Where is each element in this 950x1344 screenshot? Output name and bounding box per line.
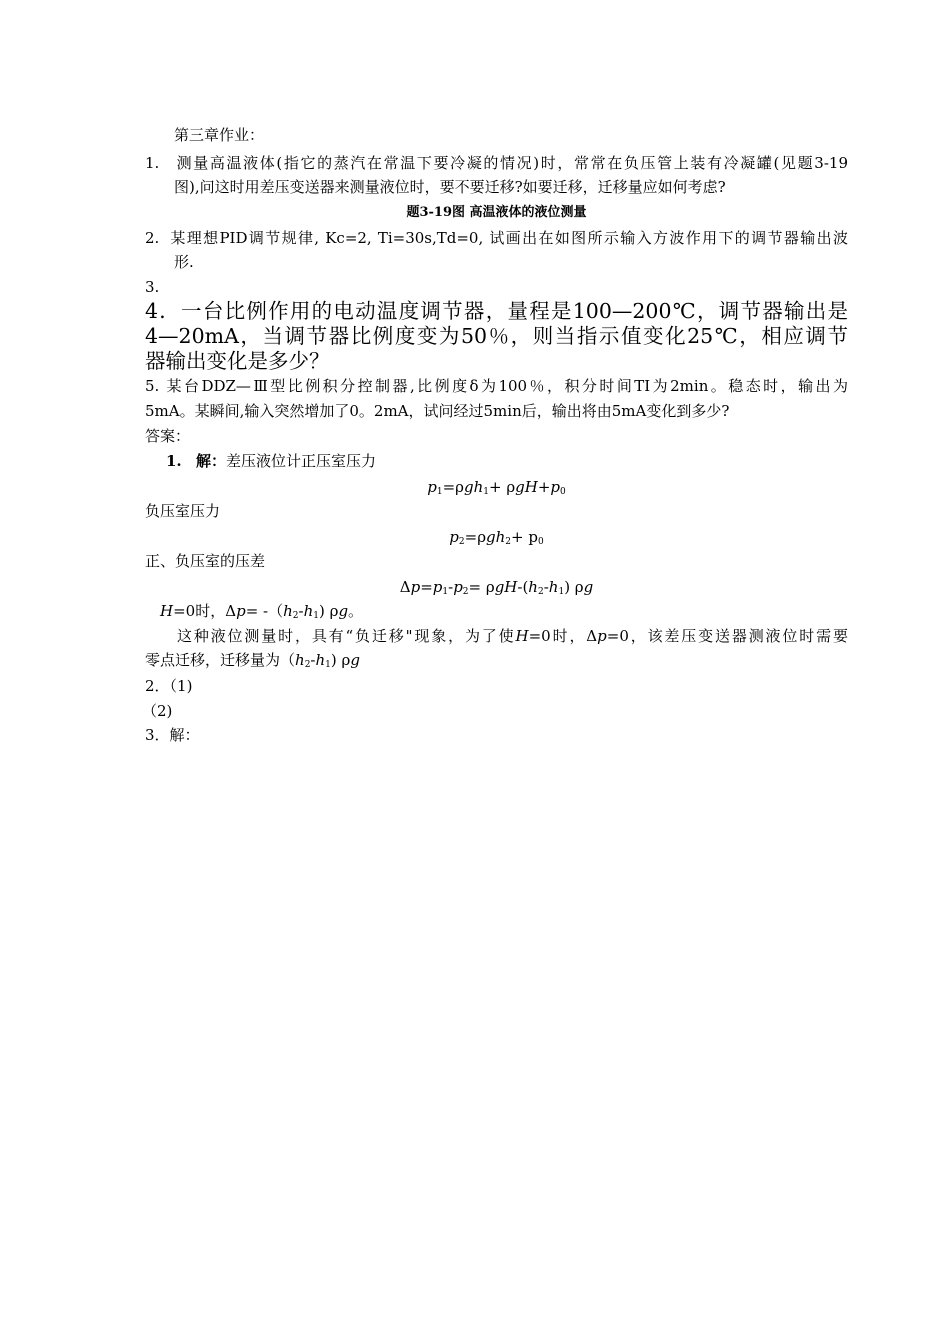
explanation-text-a: 这种液位测量时，具有“负迁移"现象，为了使 <box>177 627 516 645</box>
explanation-text-d: 零点迁移，迁移量为（ <box>145 651 296 669</box>
answer-3: 3．解： <box>145 726 200 744</box>
question-2-number: 2. <box>145 229 160 247</box>
question-2-line-1 <box>145 228 848 248</box>
answer-2-part-2: （2) <box>142 702 173 720</box>
explanation-text-b: 时， <box>550 627 587 645</box>
equation-p1: $p_1=\rho gh_1+ \rho gH+p_0$ <box>427 478 566 497</box>
question-3: 3. <box>145 278 160 296</box>
equation-h-zero: H=0时，$\Delta p= -(h_2-h_1)$ ρg。 <box>160 602 364 621</box>
h-zero-period: 。 <box>348 602 364 620</box>
answer-1-intro <box>166 451 666 471</box>
question-1-number: 1. <box>145 154 160 172</box>
figure-caption: 题3-19图 高温液体的液位测量 <box>406 205 587 220</box>
equation-p2: $p_2=\rho gh_2+ p_0$ <box>449 528 544 547</box>
question-1-text-1: 测量高温液体(指它的蒸汽在常温下要冷凝的情况)时，常常在负压管上装有冷凝罐(见题3-19 <box>175 154 848 172</box>
answer-2-part-1: 2．（1) <box>145 677 193 695</box>
answer-1-number: 1. <box>166 452 182 470</box>
explanation-line-1: 这种液位测量时，具有“负迁移"现象，为了使H=0时，Δp=0，该差压变送器测液位时需要 <box>177 627 848 645</box>
question-4-line-1: 4．一台比例作用的电动温度调节器，量程是100—200℃，调节器输出是 <box>145 299 848 323</box>
answer-1-label: 解： <box>196 452 227 470</box>
pressure-difference-label: 正、负压室的压差 <box>145 552 266 570</box>
answer-1-text: 差压液位计正压室压力 <box>226 452 377 470</box>
equation-delta-p: $\Delta p=p_1-p_2= \rho gH-(h_2-h_1)$ ρg <box>399 578 594 597</box>
question-5-line-2: 5mA。某瞬间,输入突然增加了0。2mA，试问经过5min后，输出将由5mA变化到多少? <box>145 402 730 420</box>
negative-chamber-label: 负压室压力 <box>145 502 221 520</box>
question-2-text-1: 某理想PID调节规律, Kc=2, Ti=30s,Td=0, 试画出在如图所示输入方波作用下的调节器输出波 <box>169 229 848 247</box>
h-zero-suffix: 时， <box>195 602 226 620</box>
answers-title: 答案： <box>145 427 191 445</box>
explanation-line-2: 零点迁移，迁移量为$(h_2-h_1)$ ρg <box>145 651 360 670</box>
question-4-line-3: 器输出变化是多少？ <box>145 349 330 373</box>
question-1-line-1 <box>145 153 848 173</box>
assignment-header: 第三章作业： <box>174 126 265 144</box>
question-2-line-2: 形. <box>174 253 194 271</box>
question-1-line-2: 图),问这时用差压变送器来测量液位时，要不要迁移?如要迁移，迁移量应如何考虑? <box>174 178 726 196</box>
explanation-text-c: ，该差压变送器测液位时需要 <box>628 627 848 645</box>
question-5-line-1: 5. 某台DDZ—Ⅲ型比例积分控制器,比例度δ为100％，积分时间TI为2min。稳态时，输出为 <box>145 377 848 395</box>
question-4-line-2: 4—20mA，当调节器比例度变为50％，则当指示值变化25℃，相应调节 <box>145 324 848 348</box>
